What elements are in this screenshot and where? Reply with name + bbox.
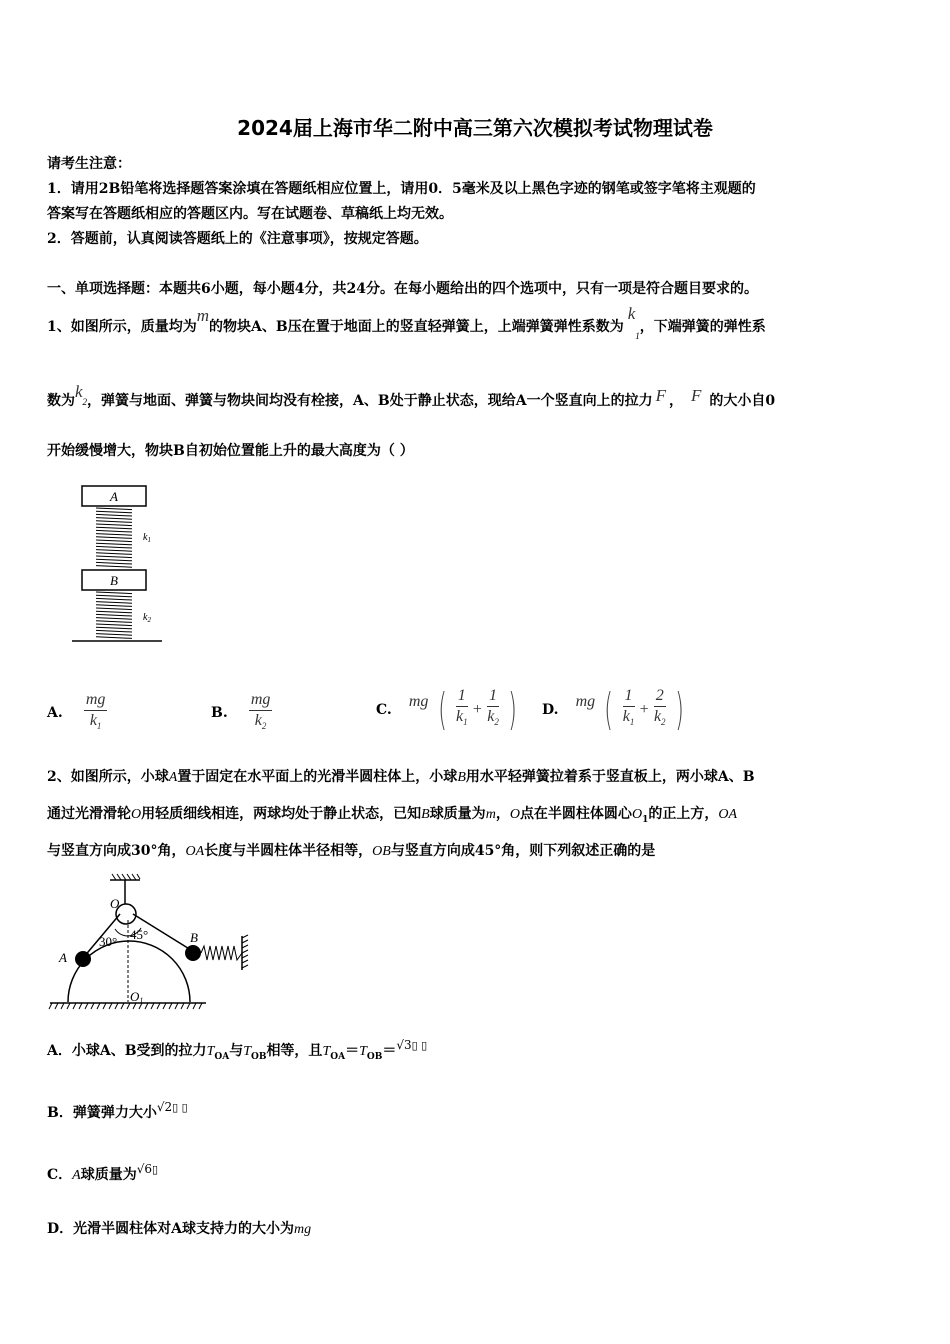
q1-option-a[interactable] bbox=[47, 690, 107, 736]
q1-l1c: ，下端弹簧的弹性系 bbox=[639, 319, 766, 335]
label-o: O bbox=[110, 896, 120, 911]
q1-k1: k bbox=[627, 304, 636, 323]
notice-item-1b: 答案写在答题纸相应的答题区内。写在试题卷、草稿纸上均无效。 bbox=[47, 206, 453, 222]
option-d-lparen: ( bbox=[604, 684, 614, 735]
option-a-fraction bbox=[84, 690, 108, 736]
q1-F-2: F bbox=[691, 386, 702, 405]
q1-spring-figure bbox=[70, 478, 170, 646]
notice-heading: 请考生注意： bbox=[47, 156, 131, 172]
notice-item-2: 2．答题前，认真阅读答题纸上的《注意事项》，按规定答题。 bbox=[47, 231, 428, 247]
label-a: A bbox=[59, 950, 67, 965]
block-a bbox=[82, 486, 146, 506]
option-c-frac1: $\frac{1}{k_1}$ bbox=[455, 687, 468, 728]
notice-item-1a: 1．请用2B铅笔将选择题答案涂填在答题纸相应位置上，请用0．5毫米及以上黑色字迹的钢笔或签字笔将主观题的 bbox=[47, 181, 756, 197]
q1-l2b: ，弹簧与地面、弹簧与物块间均没有栓接，A、B处于静止状态，现给A一个竖直向上的拉力 bbox=[87, 393, 653, 409]
q1-m: m bbox=[196, 306, 210, 325]
option-c-mg: mg bbox=[408, 692, 429, 710]
half-cylinder bbox=[68, 941, 190, 1002]
option-a-label: A. bbox=[47, 705, 63, 722]
block-b bbox=[82, 570, 146, 590]
q2-option-a[interactable]: A．小球A、B受到的拉力$T_{OA}$与$T_{OB}$相等，且$T_{OA}=T_{OB}=√3^{▯ ▯}$ bbox=[47, 1038, 428, 1062]
label-30-deg: 30° bbox=[99, 934, 118, 949]
option-d-mg: mg bbox=[575, 692, 596, 710]
option-b-fraction bbox=[249, 690, 273, 736]
wall bbox=[242, 935, 248, 970]
option-b-den: $k_2$ bbox=[254, 712, 267, 732]
label-b: B bbox=[190, 930, 198, 945]
q1-l1b: 的物块A、B压在置于地面上的竖直轻弹簧上，上端弹簧弹性系数为 bbox=[209, 319, 624, 335]
q1-l1a: 1、如图所示，质量均为 bbox=[47, 319, 197, 335]
q1-k2: k bbox=[75, 382, 83, 401]
q1-l2a: 数为 bbox=[47, 393, 75, 409]
option-a-num: mg bbox=[84, 690, 108, 711]
option-d-rparen: ) bbox=[675, 684, 684, 735]
block-a-label: A bbox=[110, 489, 118, 504]
q2-line-3: 与竖直方向成30°角，OA长度与半圆柱体半径相等，OB与竖直方向成45°角，则下列叙述正确的是 bbox=[47, 843, 656, 859]
ball-b bbox=[185, 945, 201, 961]
spring-k2-label: $k_2$ bbox=[143, 612, 151, 624]
ground bbox=[49, 1003, 206, 1009]
option-d-frac2: $\frac{2}{k_2}$ bbox=[653, 687, 666, 728]
option-c-lparen: ( bbox=[437, 684, 447, 735]
option-a-den: $k_1$ bbox=[89, 712, 102, 732]
q1-k1-sub: 1 bbox=[635, 330, 640, 341]
q1-line-2 bbox=[47, 382, 776, 411]
block-b-label: B bbox=[110, 573, 118, 588]
ball-a bbox=[75, 951, 91, 967]
q1-option-d[interactable] bbox=[542, 684, 688, 735]
q2-option-d[interactable]: D．光滑半圆柱体对A球支持力的大小为mg bbox=[47, 1221, 312, 1237]
q1-option-c[interactable] bbox=[376, 684, 521, 735]
q1-l2c: ， bbox=[669, 393, 683, 409]
option-b-label: B. bbox=[211, 705, 228, 722]
q1-line-3: 开始缓慢增大，物块B自初始位置能上升的最大高度为（ ） bbox=[47, 443, 414, 459]
option-d-plus: + bbox=[639, 700, 649, 718]
q1-option-b[interactable] bbox=[211, 690, 272, 736]
option-c-frac2: $\frac{1}{k_2}$ bbox=[487, 687, 499, 728]
q2-pulley-figure bbox=[48, 870, 263, 1020]
option-c-label: C. bbox=[376, 701, 392, 718]
page-title: 2024届上海市华二附中高三第六次模拟考试物理试卷 bbox=[237, 116, 713, 140]
option-d-label: D. bbox=[542, 701, 559, 718]
option-c-rparen: ) bbox=[508, 684, 517, 735]
q1-k2-sub: 2 bbox=[82, 396, 88, 407]
spring-k2 bbox=[96, 592, 132, 638]
q2-option-b[interactable]: B．弹簧弹力大小√2▯ ▯ bbox=[47, 1100, 188, 1121]
q2-option-c[interactable]: C．A球质量为√6▯ bbox=[47, 1162, 159, 1183]
q1-F: F bbox=[655, 386, 666, 405]
q1-line-1 bbox=[47, 304, 766, 341]
q2-line-1: 2、如图所示，小球A置于固定在水平面上的光滑半圆柱体上，小球B用水平轻弹簧拉着系于竖直板上，两小球A、B bbox=[47, 769, 755, 785]
spring-k1 bbox=[96, 508, 132, 567]
label-45-deg: 45° bbox=[130, 927, 149, 942]
spring-k1-label: $k_1$ bbox=[143, 532, 151, 544]
q1-l2d: 的大小自0 bbox=[709, 393, 776, 409]
section-heading: 一、单项选择题：本题共6小题，每小题4分，共24分。在每小题给出的四个选项中，只有一项是符合题目要求的。 bbox=[47, 281, 758, 297]
option-c-plus: + bbox=[472, 700, 482, 718]
q2-line-2: 通过光滑滑轮O用轻质细线相连，两球均处于静止状态，已知B球质量为m，O点在半圆柱体圆心$O_1$的正上方，OA bbox=[47, 806, 737, 825]
label-o1: O1 bbox=[130, 989, 144, 1005]
horizontal-spring bbox=[201, 946, 242, 960]
option-b-num: mg bbox=[249, 690, 273, 711]
option-d-frac1: $\frac{1}{k_1}$ bbox=[622, 687, 635, 728]
